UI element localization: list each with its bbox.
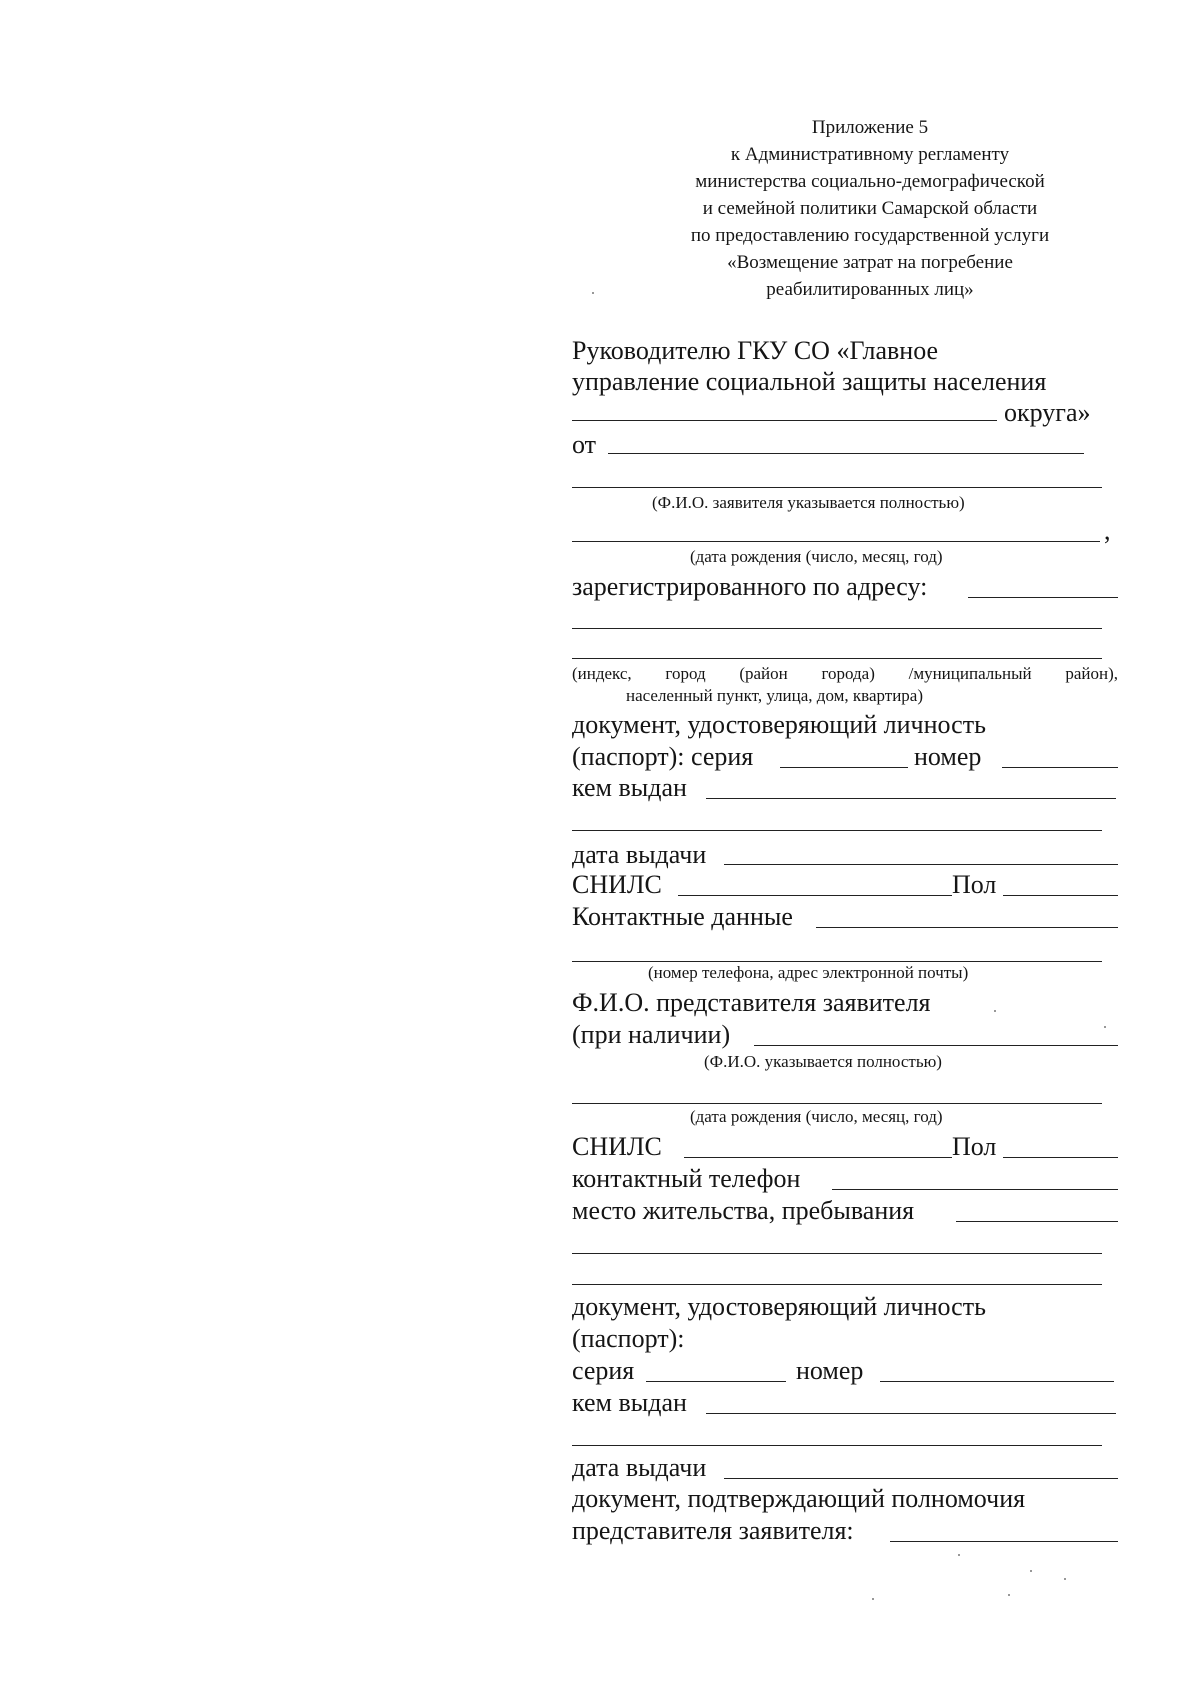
representative-number-label: номер <box>796 1356 864 1385</box>
from-label: от <box>572 430 597 459</box>
representative-residence-field[interactable] <box>956 1221 1118 1222</box>
scan-speck <box>1030 1570 1032 1572</box>
scan-speck <box>958 1554 960 1556</box>
representative-name-label: Ф.И.О. представителя заявителя <box>572 988 931 1017</box>
applicant-name-field-2[interactable] <box>572 487 1102 488</box>
representative-issue-date-label: дата выдачи <box>572 1453 707 1482</box>
contacts-field-2[interactable] <box>572 961 1102 962</box>
representative-sex-label: Пол <box>952 1132 997 1161</box>
representative-residence-field-3[interactable] <box>572 1284 1102 1285</box>
header-line: министерства социально-демографической <box>695 171 1045 192</box>
scan-speck <box>592 292 594 294</box>
registered-address-label: зарегистрированного по адресу: <box>572 572 928 601</box>
passport-series-label: (паспорт): серия <box>572 742 754 771</box>
representative-issued-by-label: кем выдан <box>572 1388 687 1417</box>
header-line: реабилитированных лиц» <box>766 279 974 300</box>
passport-number-field[interactable] <box>1002 767 1118 768</box>
representative-birthdate-caption: (дата рождения (число, месяц, год) <box>690 1107 943 1126</box>
contacts-label: Контактные данные <box>572 902 793 931</box>
address-field-2[interactable] <box>572 628 1102 629</box>
representative-snils-field[interactable] <box>684 1157 952 1158</box>
comma: , <box>1104 516 1111 545</box>
address-field[interactable] <box>968 597 1118 598</box>
scan-speck <box>994 1010 996 1012</box>
id-document-label: документ, удостоверяющий личность <box>572 710 986 739</box>
address-caption-2: населенный пункт, улица, дом, квартира) <box>626 686 923 705</box>
representative-phone-field[interactable] <box>832 1189 1118 1190</box>
sex-field[interactable] <box>1003 895 1118 896</box>
representative-if-any-label: (при наличии) <box>572 1020 731 1049</box>
scan-speck <box>1008 1594 1010 1596</box>
issued-by-label: кем выдан <box>572 773 687 802</box>
snils-label: СНИЛС <box>572 870 662 899</box>
issue-date-label: дата выдачи <box>572 840 707 869</box>
appendix-title: Приложение 5 <box>811 117 929 138</box>
addressee-line-1: Руководителю ГКУ СО «Главное <box>572 336 939 365</box>
applicant-fio-caption: (Ф.И.О. заявителя указывается полностью) <box>652 493 965 512</box>
issued-by-field[interactable] <box>706 798 1116 799</box>
representative-snils-label: СНИЛС <box>572 1132 662 1161</box>
issue-date-field[interactable] <box>724 864 1118 865</box>
header-line: к Административному регламенту <box>730 144 1010 165</box>
form-body <box>572 0 1118 1696</box>
issued-by-field-2[interactable] <box>572 830 1102 831</box>
representative-passport-label: (паспорт): <box>572 1324 685 1353</box>
authority-document-label-2: представителя заявителя: <box>572 1516 854 1545</box>
representative-residence-field-2[interactable] <box>572 1253 1102 1254</box>
authority-document-field[interactable] <box>890 1541 1118 1542</box>
birthdate-caption: (дата рождения (число, месяц, год) <box>690 547 943 566</box>
applicant-name-field[interactable] <box>608 453 1084 454</box>
district-suffix: округа» <box>1004 398 1091 427</box>
representative-issued-by-field[interactable] <box>706 1413 1116 1414</box>
representative-series-field[interactable] <box>646 1381 786 1382</box>
passport-number-label: номер <box>914 742 982 771</box>
contacts-field[interactable] <box>816 927 1118 928</box>
representative-sex-field[interactable] <box>1003 1157 1118 1158</box>
representative-number-field[interactable] <box>880 1381 1114 1382</box>
authority-document-label-1: документ, подтверждающий полномочия <box>572 1484 1026 1513</box>
scan-speck <box>1064 1578 1066 1580</box>
district-field[interactable] <box>572 420 997 421</box>
contacts-caption: (номер телефона, адрес электронной почты) <box>648 963 969 982</box>
passport-series-field[interactable] <box>780 767 908 768</box>
representative-residence-label: место жительства, пребывания <box>572 1196 915 1225</box>
representative-series-label: серия <box>572 1356 635 1385</box>
representative-name-field[interactable] <box>754 1045 1118 1046</box>
scan-speck <box>872 1598 874 1600</box>
representative-fio-caption: (Ф.И.О. указывается полностью) <box>704 1052 942 1071</box>
header-line: «Возмещение затрат на погребение <box>727 252 1013 273</box>
applicant-birthdate-field[interactable] <box>572 541 1100 542</box>
address-caption-1: (индекс, город (район города) /муниципальный район), <box>572 664 1118 683</box>
representative-birthdate-field[interactable] <box>572 1103 1102 1104</box>
address-field-3[interactable] <box>572 658 1102 659</box>
representative-issue-date-field[interactable] <box>724 1478 1118 1479</box>
snils-field[interactable] <box>678 895 952 896</box>
addressee-line-2: управление социальной защиты населения <box>572 367 1047 396</box>
sex-label: Пол <box>952 870 997 899</box>
header-line: по предоставлению государственной услуги <box>690 225 1050 246</box>
representative-id-document-label: документ, удостоверяющий личность <box>572 1292 986 1321</box>
header-line: и семейной политики Самарской области <box>702 198 1038 219</box>
representative-phone-label: контактный телефон <box>572 1164 801 1193</box>
representative-issued-by-field-2[interactable] <box>572 1445 1102 1446</box>
scan-speck <box>1104 1026 1106 1028</box>
